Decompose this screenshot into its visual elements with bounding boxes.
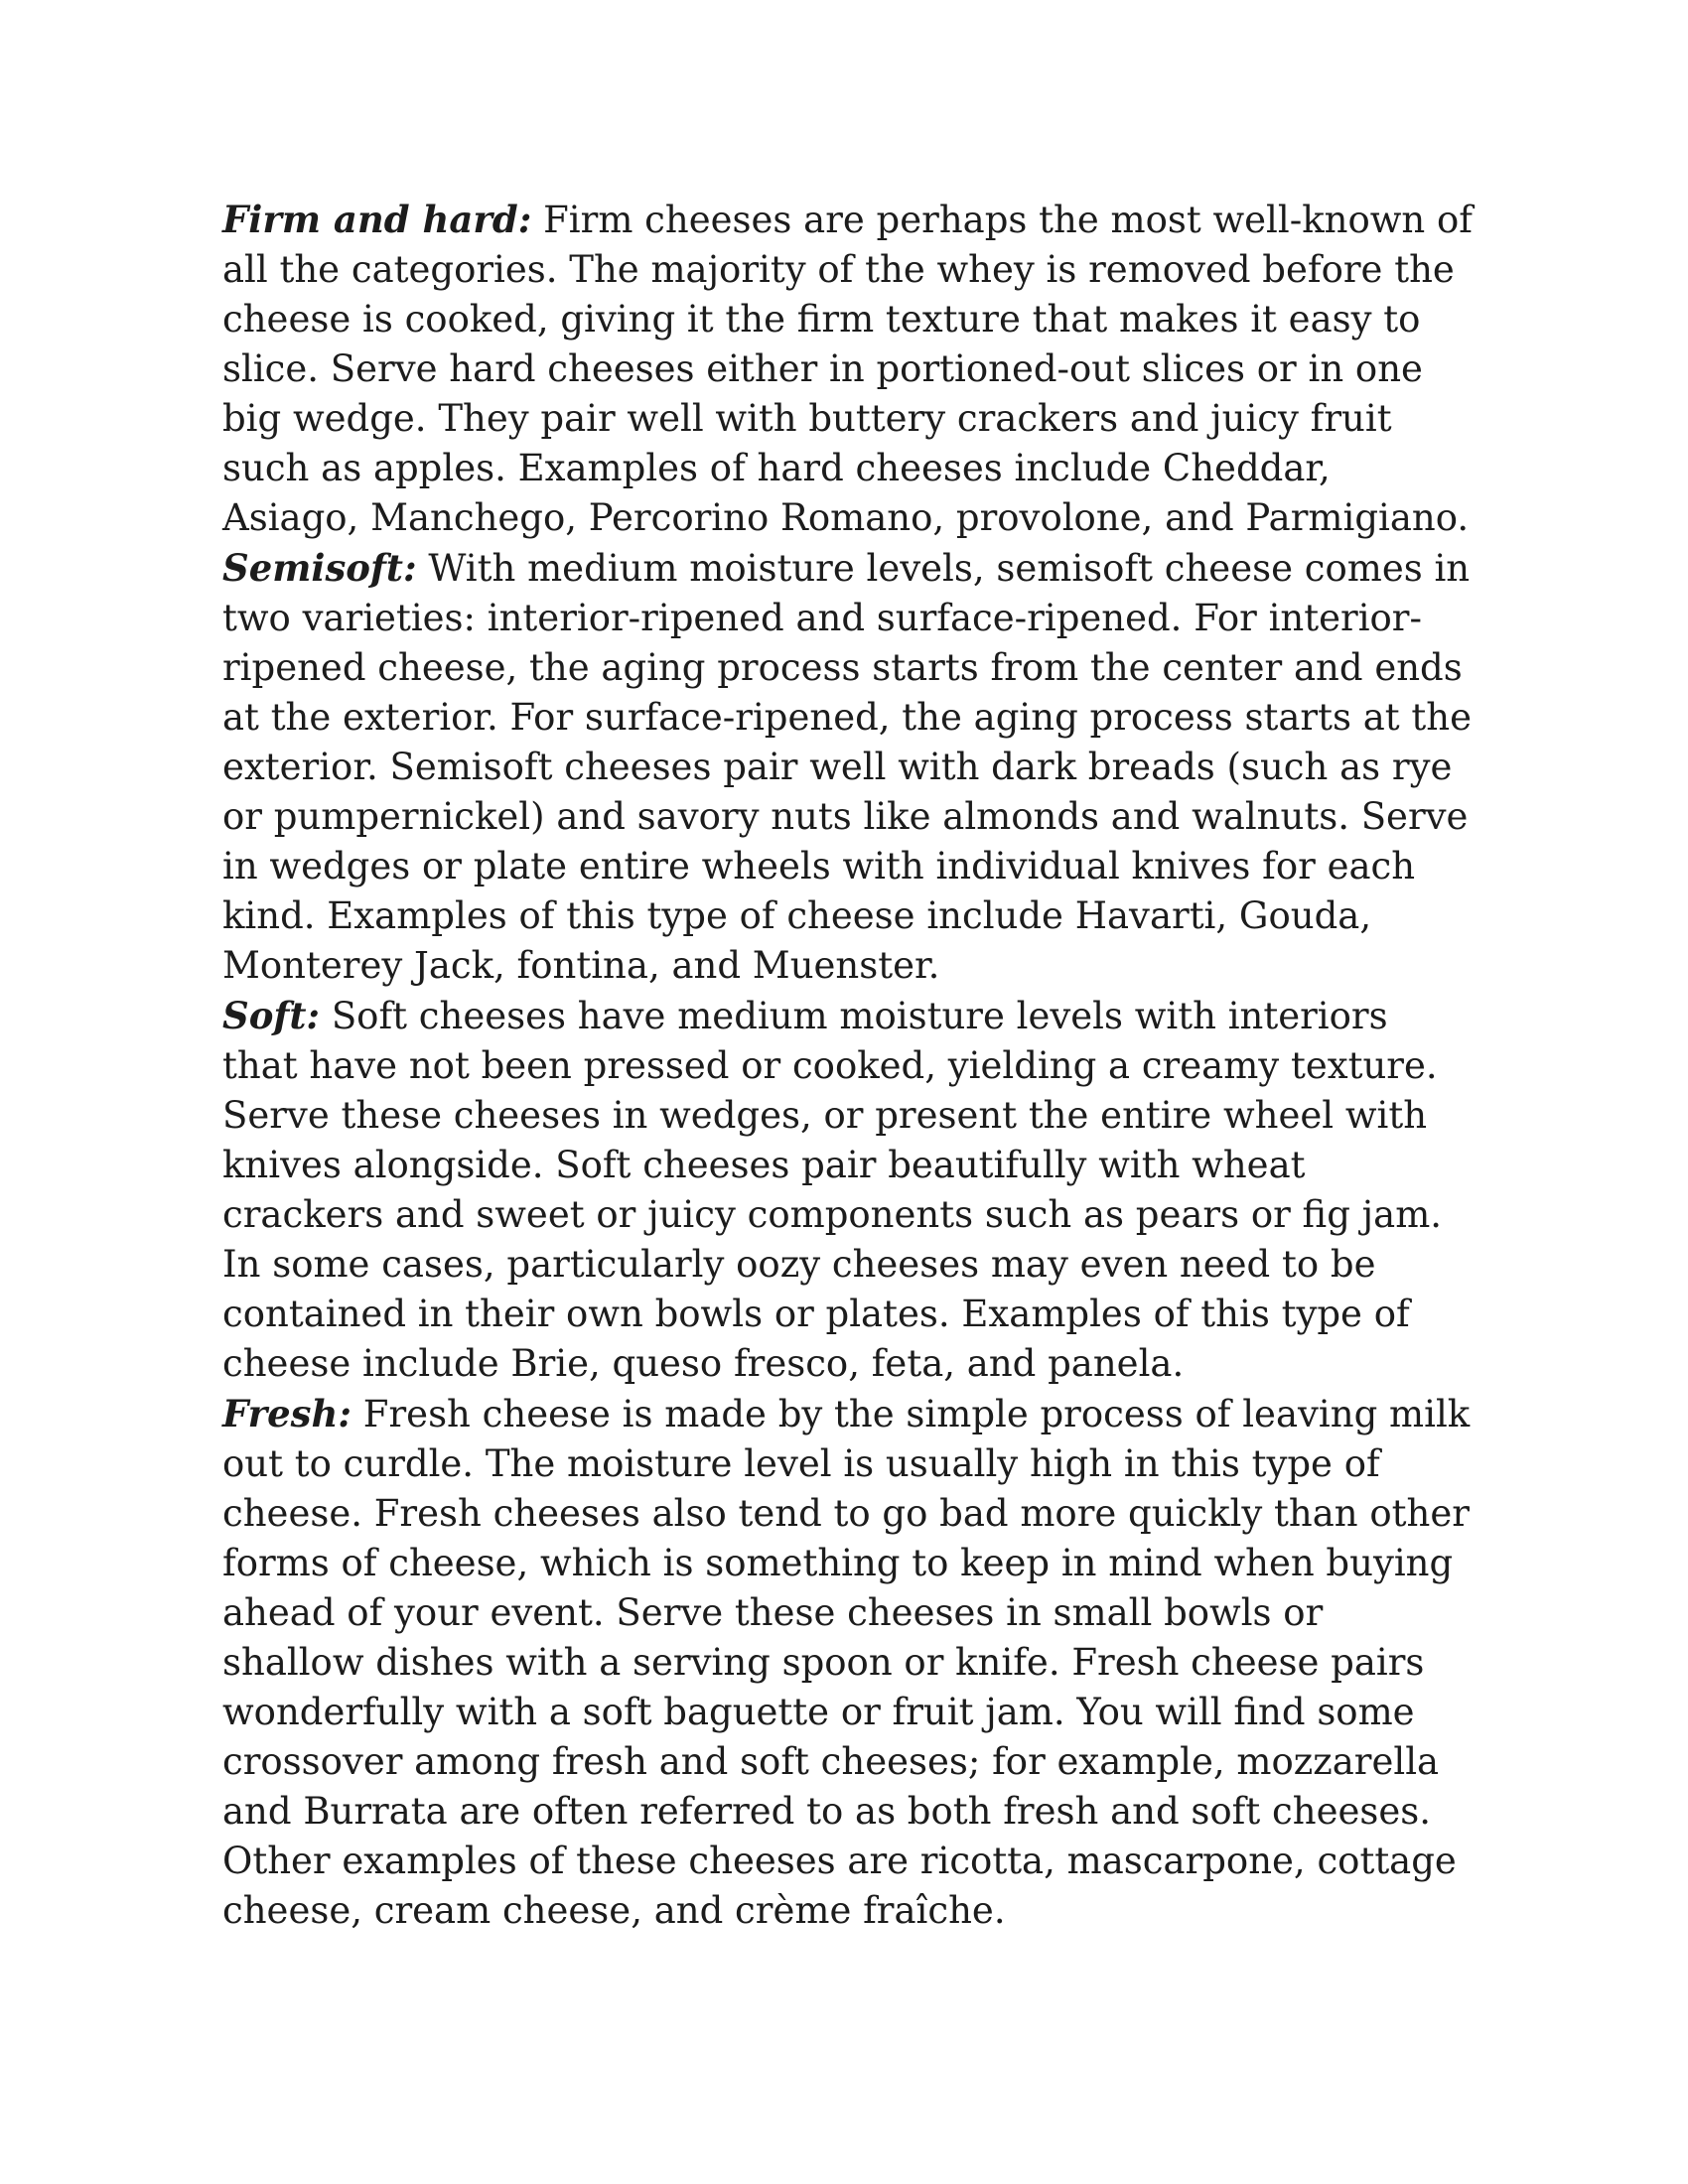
entry-term: Firm and hard: (222, 198, 532, 241)
entry-text: Fresh cheese is made by the simple process of leaving milk out to curdle. The moisture level is usually high in this type of cheese. Fresh cheeses also tend to go bad more quickly than other forms of cheese, which is something to keep in mind when buying ahead of your event. Serve these cheeses in small bowls or shallow dishes with a serving spoon or knife. Fresh cheese pairs wonderfully with a soft baguette or fruit jam. You will find some crossover among fresh and soft cheeses; for example, mozzarella and Burrata are often referred to as both fresh and soft cheeses. Other examples of these cheeses are ricotta, mascarpone, cottage cheese, cream cheese, and crème fraîche. (222, 1393, 1471, 1932)
entry-text: With medium moisture levels, semisoft cheese comes in two varieties: interior-ripened and surface-ripened. For interior-ripened cheese, the aging process starts from the center and ends at the exterior. For surface-ripened, the aging process starts at the exterior. Semisoft cheeses pair well with dark breads (such as rye or pumpernickel) and savory nuts like almonds and walnuts. Serve in wedges or plate entire wheels with individual knives for each kind. Examples of this type of cheese include Havarti, Gouda, Monterey Jack, fontina, and Muenster. (222, 547, 1473, 987)
entry-term: Soft: (222, 994, 321, 1037)
entry-soft (222, 991, 1474, 1389)
entry-text: Firm cheeses are perhaps the most well-known of all the categories. The majority of the whey is removed before the cheese is cooked, giving it the firm texture that makes it easy to slice. Serve hard cheeses either in portioned-out slices or in one big wedge. They pair well with buttery crackers and juicy fruit such as apples. Examples of hard cheeses include Cheddar, Asiago, Manchego, Percorino Romano, provolone, and Parmigiano. (222, 199, 1473, 539)
entry-fresh (222, 1389, 1474, 1936)
entry-text: Soft cheeses have medium moisture levels with interiors that have not been pressed or cooked, yielding a creamy texture. Serve these cheeses in wedges, or present the entire wheel with knives alongside. Soft cheeses pair beautifully with wheat crackers and sweet or juicy components such as pears or fig jam. In some cases, particularly oozy cheeses may even need to be contained in their own bowls or plates. Examples of this type of cheese include Brie, queso fresco, feta, and panela. (222, 995, 1443, 1385)
entry-term: Fresh: (222, 1392, 352, 1435)
document-page (222, 195, 1474, 1936)
entry-term: Semisoft: (222, 546, 417, 590)
entry-semisoft (222, 543, 1474, 991)
entry-firm-and-hard (222, 195, 1474, 543)
